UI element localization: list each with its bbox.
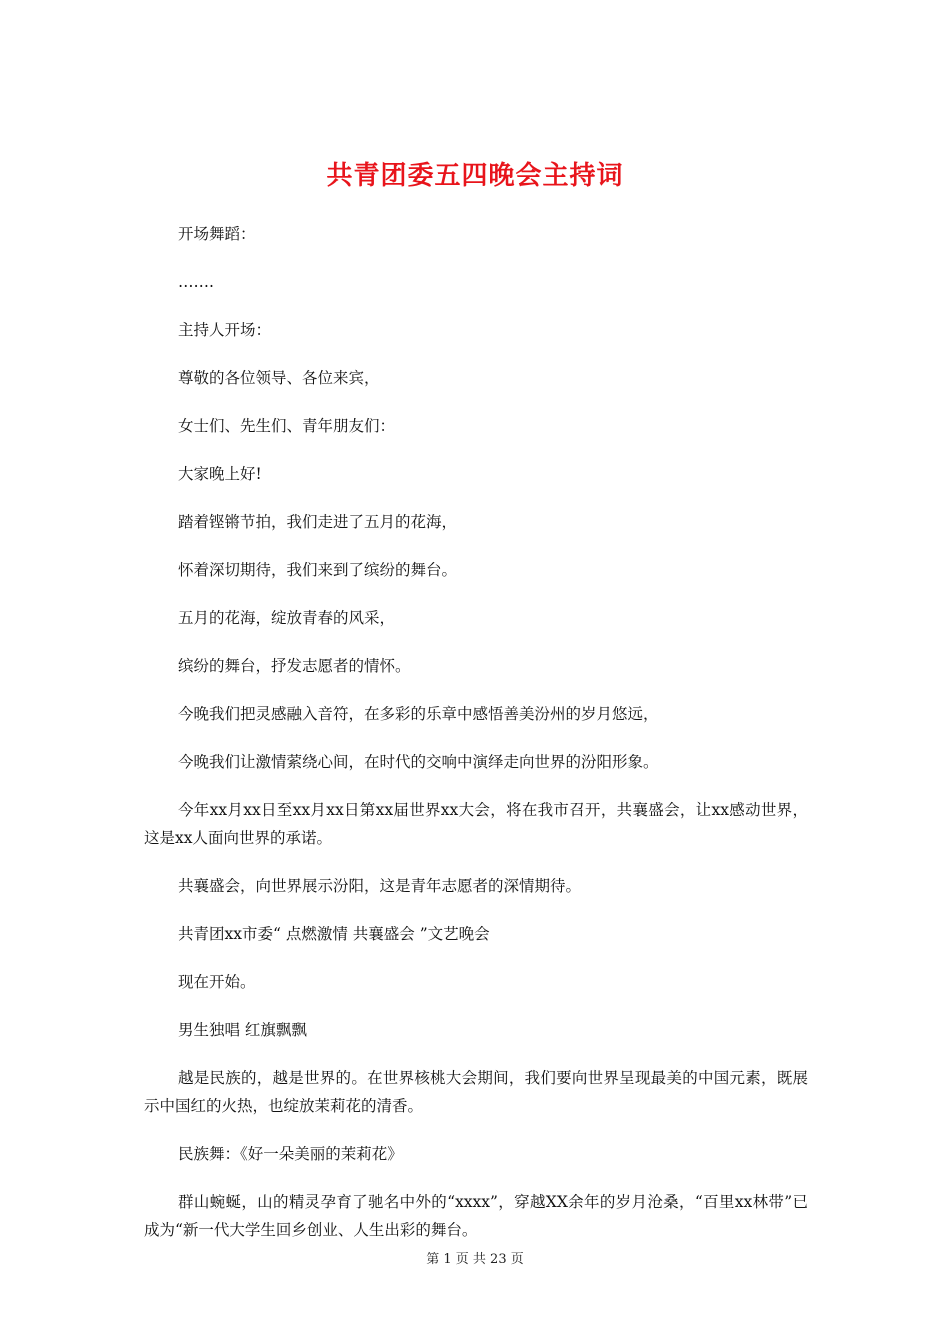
paragraph: 开场舞蹈： bbox=[178, 225, 256, 243]
paragraph: 共青团xx市委“ 点燃激情 共襄盛会 ”文艺晚会 bbox=[178, 925, 490, 943]
page-number-footer: 第 1 页 共 23 页 bbox=[426, 1252, 524, 1267]
document-title: 共青团委五四晚会主持词 bbox=[326, 161, 624, 191]
paragraph: 主持人开场： bbox=[178, 321, 272, 339]
paragraph: 今晚我们把灵感融入音符，在多彩的乐章中感悟善美汾州的岁月悠远， bbox=[178, 705, 659, 723]
paragraph: ……. bbox=[178, 273, 214, 291]
paragraph: 民族舞：《好一朵美丽的茉莉花》 bbox=[178, 1145, 403, 1163]
paragraph: 女士们、先生们、青年朋友们： bbox=[178, 417, 396, 435]
paragraph: 踏着铿锵节拍，我们走进了五月的花海， bbox=[178, 513, 458, 531]
paragraph: 怀着深切期待，我们来到了缤纷的舞台。 bbox=[178, 561, 458, 579]
paragraph: 男生独唱 红旗飘飘 bbox=[178, 1021, 307, 1039]
paragraph: 尊敬的各位领导、各位来宾， bbox=[178, 369, 380, 387]
document-body bbox=[144, 220, 808, 1264]
paragraph: 今晚我们让激情萦绕心间，在时代的交响中演绎走向世界的汾阳形象。 bbox=[178, 753, 659, 771]
paragraph: 群山蜿蜒，山的精灵孕育了驰名中外的“xxxx”，穿越XX余年的岁月沧桑，“百里xx林带”已成为“新一代大学生回乡创业、人生出彩的舞台。 bbox=[144, 1193, 808, 1239]
paragraph: 今年xx月xx日至xx月xx日第xx届世界xx大会，将在我市召开，共襄盛会，让xx感动世界，这是xx人面向世界的承诺。 bbox=[144, 801, 808, 847]
paragraph: 五月的花海，绽放青春的风采， bbox=[178, 609, 396, 627]
paragraph: 越是民族的，越是世界的。在世界核桃大会期间，我们要向世界呈现最美的中国元素，既展示中国红的火热，也绽放茉莉花的清香。 bbox=[144, 1069, 808, 1115]
paragraph: 大家晚上好! bbox=[178, 465, 262, 483]
paragraph: 共襄盛会，向世界展示汾阳，这是青年志愿者的深情期待。 bbox=[178, 877, 582, 895]
paragraph: 缤纷的舞台，抒发志愿者的情怀。 bbox=[178, 657, 411, 675]
paragraph: 现在开始。 bbox=[178, 973, 256, 991]
